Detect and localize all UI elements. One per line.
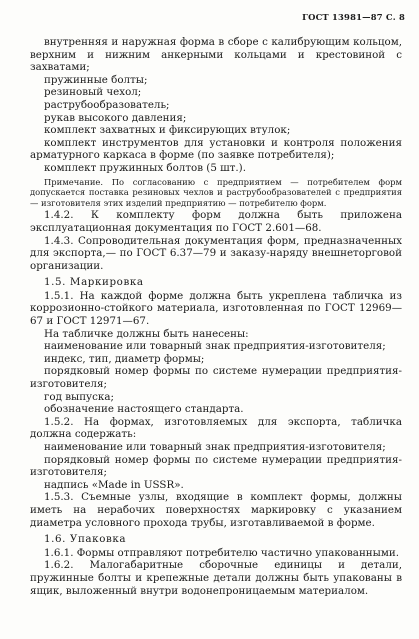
paragraph: 1.5.3. Съемные узлы, входящие в комплект формы, должны иметь на нерабочих поверхностях маркировку с указанием диаметра условного прохода трубы, изготавливаемой в форме. (30, 491, 402, 529)
paragraph: резиновый чехол; (44, 86, 142, 99)
paragraph: внутренняя и наружная форма в сборе с калибрующим кольцом, верхним и нижним анкерными кольцами и крестовиной с захватами; (30, 36, 402, 74)
paragraph: 1.4.2. К комплекту форм должна быть приложена эксплуатационная документация по ГОСТ 2.601—68. (30, 209, 402, 234)
paragraph: пружинные болты; (44, 73, 148, 86)
paragraph: 1.4.3. Сопроводительная документация форм, предназначенных для экспорта,— по ГОСТ 6.37—79 и заказу-наряду внешнеторговой организации. (30, 234, 402, 272)
paragraph: 1.5.1. На каждой форме должна быть укреплена табличка из коррозионно-стойкого материала, изготовленная по ГОСТ 12969—67 и ГОСТ 12971—67. (30, 289, 402, 328)
paragraph: наименование или товарный знак предприятия-изготовителя; (44, 441, 386, 453)
paragraph: На табличке должны быть нанесены: (44, 327, 249, 340)
paragraph: 1.5.2. На формах, изготовляемых для экспорта, табличка должна содержать: (30, 415, 402, 441)
paragraph: 1.6.2. Малогабаритные сборочные единицы и детали, пружинные болты и крепежные детали должны быть упакованы в ящик, выложенный внутри водонепроницаемым материалом. (30, 559, 402, 597)
paragraph: 1.6.1. Формы отправляют потребителю частично упакованными. (44, 546, 400, 559)
paragraph: год выпуска; (44, 390, 114, 403)
paragraph: раструбообразователь; (44, 98, 170, 111)
running-header: ГОСТ 13981—87 С. 8 (302, 12, 405, 22)
paragraph: комплект пружинных болтов (5 шт.). (44, 161, 246, 174)
paragraph: индекс, тип, диаметр формы; (44, 352, 205, 365)
document-body (30, 36, 402, 597)
paragraph: порядковый номер формы по системе нумерации предприятия-изготовителя; (30, 453, 402, 479)
paragraph: порядковый номер формы по системе нумерации предприятия-изготовителя; (30, 365, 402, 391)
note-paragraph: Примечание. По согласованию с предприятием — потребителем форм допускается поставка резиновых чехлов и раструбообразователей с предприятия — изготовителя этих изделий предприятию — потребителю форм. (30, 176, 402, 208)
paragraph: комплект захватных и фиксирующих втулок; (44, 124, 291, 137)
paragraph: обозначение настоящего стандарта. (44, 403, 244, 416)
section-heading: 1.5. Маркировка (44, 276, 144, 289)
section-heading: 1.6. Упаковка (44, 533, 127, 546)
paragraph: комплект инструментов для установки и контроля положения арматурного каркаса в форме (по заявке потребителя); (30, 136, 402, 162)
paragraph: рукав высокого давления; (44, 111, 187, 124)
paragraph: наименование или товарный знак предприятия-изготовителя; (44, 340, 386, 353)
paragraph: надпись «Made in USSR». (44, 478, 184, 491)
